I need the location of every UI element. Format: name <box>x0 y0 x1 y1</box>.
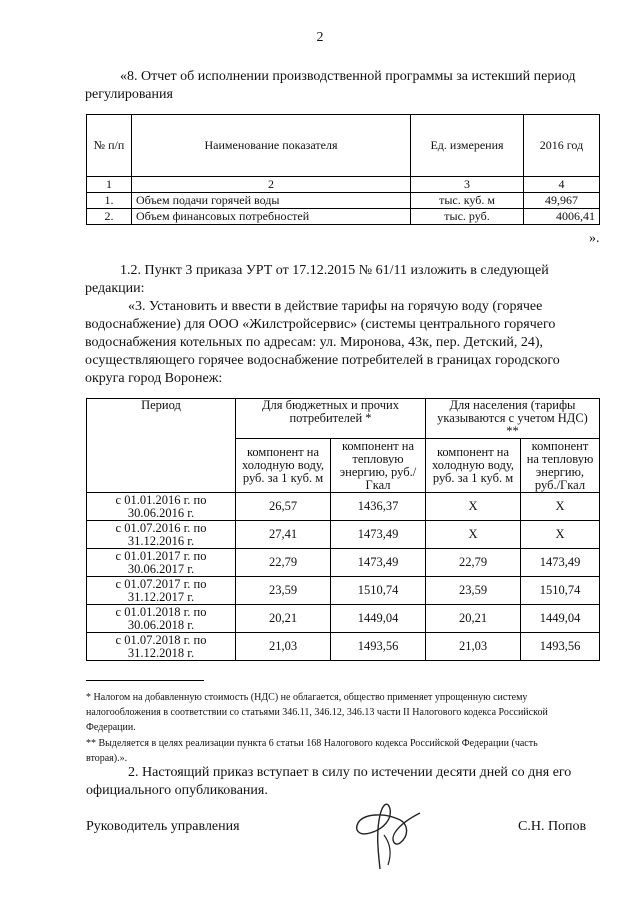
budget-header: Для бюджетных и прочих потребителей * <box>236 399 426 439</box>
budget-heat-value: 1473,49 <box>331 549 426 577</box>
period-to: 30.06.2018 г. <box>127 617 195 632</box>
handwritten-signature <box>340 795 430 875</box>
para12-quote-line3: водоснабжения котельных по адресам: ул. Миронова, 43к, пер. Детский, 24), <box>85 335 543 350</box>
period-from: с 01.07.2018 г. по <box>115 632 207 647</box>
population-cold-value: 23,59 <box>426 577 521 605</box>
col-number-1: 1 <box>87 177 132 193</box>
period-from: с 01.07.2016 г. по <box>115 520 207 535</box>
population-heat-value: 1510,74 <box>521 577 600 605</box>
footnote1-line2: налогообложения в соответствии со статьями 346.11, 346.12, 346.13 части II Налогового кодекса Российской <box>86 707 548 718</box>
para2-line2: официального опубликования. <box>86 783 268 798</box>
para12-line1: 1.2. Пункт 3 приказа УРТ от 17.12.2015 № 61/11 изложить в следующей <box>120 263 549 278</box>
period-from: с 01.01.2017 г. по <box>115 548 207 563</box>
table-row <box>87 493 600 521</box>
table-row <box>87 549 600 577</box>
section8-heading-line1: «8. Отчет об исполнении производственной программы за истекший период <box>120 69 576 84</box>
section8-closing: ». <box>589 231 600 246</box>
period-to: 30.06.2016 г. <box>127 505 195 520</box>
header-unit: Ед. измерения <box>411 115 524 177</box>
budget-cold-value: 20,21 <box>236 605 331 633</box>
header-year: 2016 год <box>524 115 600 177</box>
signatory-position: Руководитель управления <box>86 819 240 834</box>
para12-quote-line5: округа город Воронеж: <box>85 371 223 386</box>
budget-cold-value: 27,41 <box>236 521 331 549</box>
population-cold-value: X <box>426 521 521 549</box>
para12-quote-line1: «3. Установить и ввести в действие тарифы на горячую воду (горячее <box>128 299 543 314</box>
period-from: с 01.07.2017 г. по <box>115 576 207 591</box>
row-value: 4006,41 <box>524 209 600 225</box>
budget-heat-value: 1473,49 <box>331 521 426 549</box>
col-number-3: 3 <box>411 177 524 193</box>
population-heat-value: 1449,04 <box>521 605 600 633</box>
section8-heading-line2: регулирования <box>85 87 173 102</box>
budget-cold-value: 23,59 <box>236 577 331 605</box>
population-header: Для населения (тарифы указываются с учетом НДС) ** <box>426 399 600 439</box>
period-to: 31.12.2017 г. <box>127 589 195 604</box>
col-number-4: 4 <box>524 177 600 193</box>
para12-quote-line2: водоснабжение) для ООО «Жилстройсервис» (системы центрального горячего <box>85 317 556 332</box>
population-heat-value: X <box>521 493 600 521</box>
tariff-table <box>86 398 600 661</box>
header-num: № п/п <box>87 115 132 177</box>
population-cold-value: 22,79 <box>426 549 521 577</box>
row-unit: тыс. куб. м <box>411 193 524 209</box>
population-cold-value: X <box>426 493 521 521</box>
budget-cold-value: 26,57 <box>236 493 331 521</box>
row-value: 49,967 <box>524 193 600 209</box>
budget-cold-value: 22,79 <box>236 549 331 577</box>
period-to: 30.06.2017 г. <box>127 561 195 576</box>
period-from: с 01.01.2018 г. по <box>115 604 207 619</box>
footnote2-line1: ** Выделяется в целях реализации пункта 6 статьи 168 Налогового кодекса Российской Федерации (часть <box>86 738 538 749</box>
population-heat-subheader: компонент на тепловую энергию, руб./Гкал <box>521 439 600 493</box>
row-name: Объем финансовых потребностей <box>132 209 411 225</box>
footnote1-line3: Федерации. <box>86 722 136 733</box>
table-row <box>87 633 600 661</box>
row-name: Объем подачи горячей воды <box>132 193 411 209</box>
program-report-table <box>86 114 600 225</box>
population-cold-value: 21,03 <box>426 633 521 661</box>
period-header: Период <box>87 399 236 493</box>
budget-heat-value: 1493,56 <box>331 633 426 661</box>
budget-heat-value: 1510,74 <box>331 577 426 605</box>
table-row <box>87 209 600 225</box>
budget-cold-value: 21,03 <box>236 633 331 661</box>
budget-heat-subheader: компонент на тепловую энергию, руб./Гкал <box>331 439 426 493</box>
budget-heat-value: 1436,37 <box>331 493 426 521</box>
budget-heat-value: 1449,04 <box>331 605 426 633</box>
population-heat-value: 1473,49 <box>521 549 600 577</box>
col-number-2: 2 <box>132 177 411 193</box>
period-from: с 01.01.2016 г. по <box>115 492 207 507</box>
para12-quote-line4: осуществляющего горячее водоснабжение потребителей в границах городского <box>85 353 560 368</box>
table-row <box>87 521 600 549</box>
table-row <box>87 605 600 633</box>
para12-line2: редакции: <box>85 281 145 296</box>
footnote-divider <box>86 680 204 681</box>
population-heat-value: X <box>521 521 600 549</box>
footnote2-line2: вторая).». <box>86 753 128 764</box>
table-row <box>87 193 600 209</box>
period-to: 31.12.2016 г. <box>127 533 195 548</box>
row-num: 2. <box>87 209 132 225</box>
table-row <box>87 577 600 605</box>
footnote1-line1: * Налогом на добавленную стоимость (НДС) не облагается, общество применяет упрощенную систему <box>86 692 528 703</box>
budget-cold-subheader: компонент на холодную воду, руб. за 1 куб. м <box>236 439 331 493</box>
row-unit: тыс. руб. <box>411 209 524 225</box>
header-name: Наименование показателя <box>132 115 411 177</box>
para2-line1: 2. Настоящий приказ вступает в силу по истечении десяти дней со дня его <box>128 765 572 780</box>
page-number: 2 <box>316 30 324 45</box>
population-cold-subheader: компонент на холодную воду, руб. за 1 куб. м <box>426 439 521 493</box>
population-cold-value: 20,21 <box>426 605 521 633</box>
row-num: 1. <box>87 193 132 209</box>
population-heat-value: 1493,56 <box>521 633 600 661</box>
period-to: 31.12.2018 г. <box>127 645 195 660</box>
signatory-name: С.Н. Попов <box>518 819 587 834</box>
